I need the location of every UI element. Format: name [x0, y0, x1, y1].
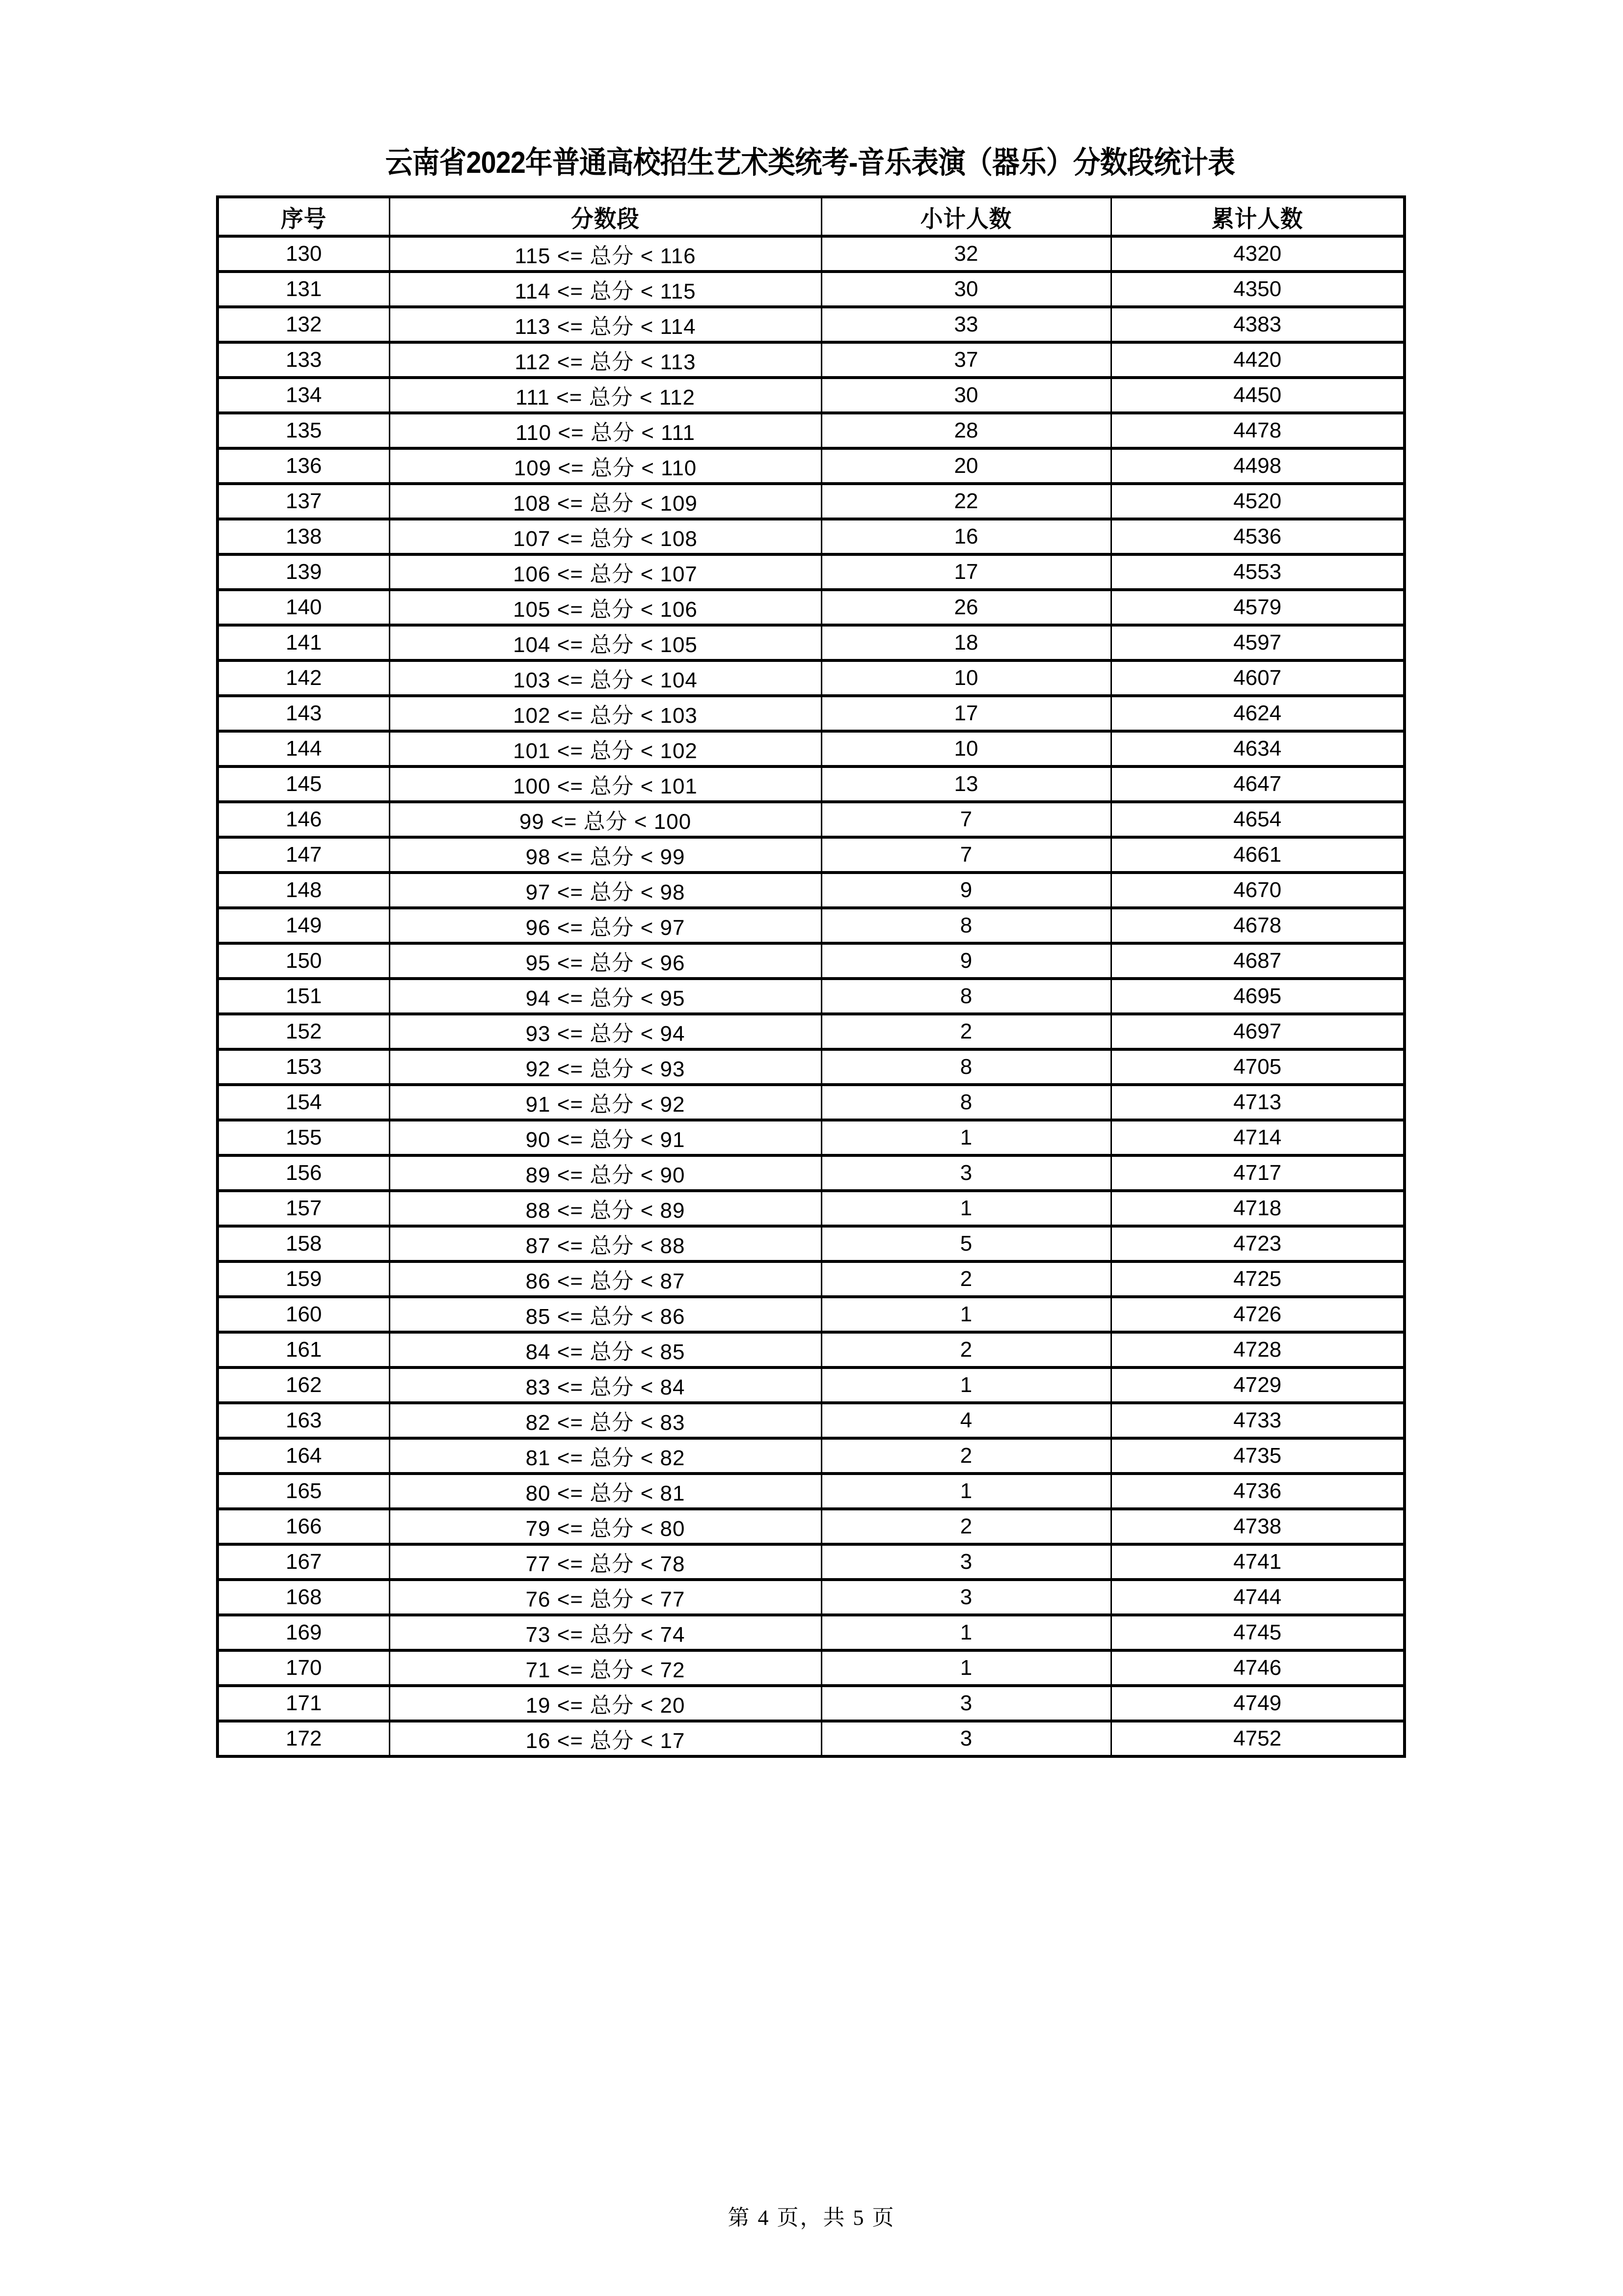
- table-header: [217, 197, 1405, 236]
- cell-subtotal: 18: [821, 625, 1111, 660]
- cell-seq: 141: [217, 625, 389, 660]
- cell-seq: 138: [217, 519, 389, 554]
- cell-cumulative: 4745: [1111, 1615, 1405, 1650]
- table-row: [217, 1403, 1405, 1438]
- table-row: [217, 1261, 1405, 1297]
- cell-range: 76 <= 总分 < 77: [389, 1580, 821, 1615]
- cell-seq: 145: [217, 766, 389, 802]
- cell-subtotal: 8: [821, 908, 1111, 943]
- cell-subtotal: 2: [821, 1332, 1111, 1367]
- table-row: [217, 802, 1405, 837]
- table-row: [217, 1474, 1405, 1509]
- table-header-row: [217, 197, 1405, 236]
- cell-seq: 172: [217, 1721, 389, 1756]
- cell-cumulative: 4695: [1111, 979, 1405, 1014]
- cell-cumulative: 4725: [1111, 1261, 1405, 1297]
- column-header-cum: 累计人数: [1118, 197, 1397, 236]
- cell-subtotal: 3: [821, 1155, 1111, 1191]
- cell-subtotal: 1: [821, 1191, 1111, 1226]
- cell-seq: 133: [217, 342, 389, 378]
- cell-subtotal: 30: [821, 378, 1111, 413]
- cell-subtotal: 1: [821, 1650, 1111, 1686]
- cell-seq: 130: [217, 236, 389, 272]
- cell-subtotal: 30: [821, 272, 1111, 307]
- cell-cumulative: 4478: [1111, 413, 1405, 448]
- cell-seq: 157: [217, 1191, 389, 1226]
- cell-range: 109 <= 总分 < 110: [389, 448, 821, 484]
- table-row: [217, 943, 1405, 979]
- cell-cumulative: 4749: [1111, 1686, 1405, 1721]
- table-row: [217, 837, 1405, 873]
- cell-seq: 161: [217, 1332, 389, 1367]
- cell-cumulative: 4713: [1111, 1085, 1405, 1120]
- page-title: 云南省2022年普通高校招生艺术类统考-音乐表演（器乐）分数段统计表: [385, 146, 1235, 180]
- cell-seq: 150: [217, 943, 389, 979]
- cell-seq: 135: [217, 413, 389, 448]
- cell-range: 77 <= 总分 < 78: [389, 1544, 821, 1580]
- cell-range: 105 <= 总分 < 106: [389, 590, 821, 625]
- cell-subtotal: 3: [821, 1580, 1111, 1615]
- cell-subtotal: 7: [821, 837, 1111, 873]
- cell-seq: 170: [217, 1650, 389, 1686]
- cell-range: 91 <= 总分 < 92: [389, 1085, 821, 1120]
- cell-cumulative: 4718: [1111, 1191, 1405, 1226]
- table-row: [217, 873, 1405, 908]
- cell-subtotal: 20: [821, 448, 1111, 484]
- cell-seq: 159: [217, 1261, 389, 1297]
- cell-subtotal: 37: [821, 342, 1111, 378]
- cell-subtotal: 32: [821, 236, 1111, 272]
- cell-range: 88 <= 总分 < 89: [389, 1191, 821, 1226]
- cell-range: 97 <= 总分 < 98: [389, 873, 821, 908]
- table-row: [217, 625, 1405, 660]
- cell-seq: 167: [217, 1544, 389, 1580]
- cell-subtotal: 22: [821, 484, 1111, 519]
- cell-seq: 165: [217, 1474, 389, 1509]
- cell-subtotal: 10: [821, 660, 1111, 696]
- cell-cumulative: 4678: [1111, 908, 1405, 943]
- table-row: [217, 1438, 1405, 1474]
- table-row: [217, 307, 1405, 342]
- cell-cumulative: 4687: [1111, 943, 1405, 979]
- cell-range: 99 <= 总分 < 100: [389, 802, 821, 837]
- cell-subtotal: 33: [821, 307, 1111, 342]
- cell-subtotal: 2: [821, 1438, 1111, 1474]
- cell-subtotal: 26: [821, 590, 1111, 625]
- cell-range: 87 <= 总分 < 88: [389, 1226, 821, 1261]
- cell-subtotal: 1: [821, 1367, 1111, 1403]
- cell-subtotal: 9: [821, 873, 1111, 908]
- table-row: [217, 1650, 1405, 1686]
- cell-range: 106 <= 总分 < 107: [389, 554, 821, 590]
- table-row: [217, 1191, 1405, 1226]
- table-row: [217, 731, 1405, 766]
- cell-seq: 143: [217, 696, 389, 731]
- cell-range: 103 <= 总分 < 104: [389, 660, 821, 696]
- cell-subtotal: 13: [821, 766, 1111, 802]
- cell-range: 101 <= 总分 < 102: [389, 731, 821, 766]
- cell-cumulative: 4661: [1111, 837, 1405, 873]
- cell-cumulative: 4607: [1111, 660, 1405, 696]
- cell-cumulative: 4726: [1111, 1297, 1405, 1332]
- cell-seq: 131: [217, 272, 389, 307]
- table-row: [217, 1580, 1405, 1615]
- cell-subtotal: 7: [821, 802, 1111, 837]
- table-row: [217, 908, 1405, 943]
- cell-cumulative: 4670: [1111, 873, 1405, 908]
- cell-cumulative: 4705: [1111, 1049, 1405, 1085]
- cell-cumulative: 4536: [1111, 519, 1405, 554]
- table-row: [217, 448, 1405, 484]
- cell-cumulative: 4597: [1111, 625, 1405, 660]
- cell-cumulative: 4553: [1111, 554, 1405, 590]
- cell-range: 112 <= 总分 < 113: [389, 342, 821, 378]
- cell-seq: 148: [217, 873, 389, 908]
- cell-subtotal: 8: [821, 1085, 1111, 1120]
- table-body: [217, 236, 1405, 1756]
- cell-seq: 155: [217, 1120, 389, 1155]
- cell-subtotal: 9: [821, 943, 1111, 979]
- cell-subtotal: 2: [821, 1014, 1111, 1049]
- table-row: [217, 660, 1405, 696]
- cell-subtotal: 1: [821, 1297, 1111, 1332]
- cell-range: 115 <= 总分 < 116: [389, 236, 821, 272]
- table-row: [217, 272, 1405, 307]
- cell-seq: 169: [217, 1615, 389, 1650]
- cell-seq: 171: [217, 1686, 389, 1721]
- cell-range: 114 <= 总分 < 115: [389, 272, 821, 307]
- cell-range: 16 <= 总分 < 17: [389, 1721, 821, 1756]
- cell-seq: 162: [217, 1367, 389, 1403]
- cell-range: 84 <= 总分 < 85: [389, 1332, 821, 1367]
- cell-range: 108 <= 总分 < 109: [389, 484, 821, 519]
- cell-cumulative: 4450: [1111, 378, 1405, 413]
- cell-range: 107 <= 总分 < 108: [389, 519, 821, 554]
- cell-seq: 154: [217, 1085, 389, 1120]
- cell-range: 111 <= 总分 < 112: [389, 378, 821, 413]
- cell-range: 98 <= 总分 < 99: [389, 837, 821, 873]
- cell-subtotal: 1: [821, 1474, 1111, 1509]
- cell-cumulative: 4654: [1111, 802, 1405, 837]
- cell-seq: 163: [217, 1403, 389, 1438]
- cell-seq: 144: [217, 731, 389, 766]
- cell-range: 19 <= 总分 < 20: [389, 1686, 821, 1721]
- cell-seq: 149: [217, 908, 389, 943]
- table-row: [217, 1509, 1405, 1544]
- cell-cumulative: 4634: [1111, 731, 1405, 766]
- table-row: [217, 1332, 1405, 1367]
- table-row: [217, 766, 1405, 802]
- table-row: [217, 554, 1405, 590]
- cell-seq: 134: [217, 378, 389, 413]
- cell-cumulative: 4746: [1111, 1650, 1405, 1686]
- cell-range: 90 <= 总分 < 91: [389, 1120, 821, 1155]
- cell-subtotal: 28: [821, 413, 1111, 448]
- cell-cumulative: 4736: [1111, 1474, 1405, 1509]
- cell-seq: 137: [217, 484, 389, 519]
- cell-seq: 139: [217, 554, 389, 590]
- cell-seq: 153: [217, 1049, 389, 1085]
- cell-subtotal: 2: [821, 1261, 1111, 1297]
- cell-range: 93 <= 总分 < 94: [389, 1014, 821, 1049]
- cell-range: 95 <= 总分 < 96: [389, 943, 821, 979]
- cell-seq: 166: [217, 1509, 389, 1544]
- cell-range: 92 <= 总分 < 93: [389, 1049, 821, 1085]
- table-row: [217, 1014, 1405, 1049]
- cell-seq: 168: [217, 1580, 389, 1615]
- cell-range: 89 <= 总分 < 90: [389, 1155, 821, 1191]
- cell-cumulative: 4579: [1111, 590, 1405, 625]
- table-row: [217, 1544, 1405, 1580]
- cell-range: 104 <= 总分 < 105: [389, 625, 821, 660]
- table-row: [217, 1721, 1405, 1756]
- table-row: [217, 1297, 1405, 1332]
- column-header-seq: 序号: [222, 197, 385, 236]
- cell-seq: 147: [217, 837, 389, 873]
- table-row: [217, 1367, 1405, 1403]
- table-row: [217, 378, 1405, 413]
- table-row: [217, 413, 1405, 448]
- cell-range: 81 <= 总分 < 82: [389, 1438, 821, 1474]
- cell-cumulative: 4728: [1111, 1332, 1405, 1367]
- table-row: [217, 484, 1405, 519]
- cell-seq: 158: [217, 1226, 389, 1261]
- cell-subtotal: 16: [821, 519, 1111, 554]
- table-row: [217, 519, 1405, 554]
- cell-range: 82 <= 总分 < 83: [389, 1403, 821, 1438]
- cell-cumulative: 4741: [1111, 1544, 1405, 1580]
- cell-cumulative: 4383: [1111, 307, 1405, 342]
- cell-range: 83 <= 总分 < 84: [389, 1367, 821, 1403]
- cell-cumulative: 4624: [1111, 696, 1405, 731]
- cell-cumulative: 4717: [1111, 1155, 1405, 1191]
- column-header-range: 分数段: [400, 197, 811, 236]
- cell-cumulative: 4647: [1111, 766, 1405, 802]
- table-row: [217, 1226, 1405, 1261]
- cell-cumulative: 4729: [1111, 1367, 1405, 1403]
- cell-cumulative: 4714: [1111, 1120, 1405, 1155]
- cell-cumulative: 4744: [1111, 1580, 1405, 1615]
- cell-seq: 160: [217, 1297, 389, 1332]
- cell-range: 102 <= 总分 < 103: [389, 696, 821, 731]
- cell-cumulative: 4733: [1111, 1403, 1405, 1438]
- cell-subtotal: 8: [821, 979, 1111, 1014]
- cell-range: 80 <= 总分 < 81: [389, 1474, 821, 1509]
- table-row: [217, 1085, 1405, 1120]
- cell-cumulative: 4320: [1111, 236, 1405, 272]
- cell-cumulative: 4420: [1111, 342, 1405, 378]
- table-row: [217, 1049, 1405, 1085]
- cell-seq: 136: [217, 448, 389, 484]
- cell-range: 113 <= 总分 < 114: [389, 307, 821, 342]
- cell-range: 79 <= 总分 < 80: [389, 1509, 821, 1544]
- cell-seq: 151: [217, 979, 389, 1014]
- cell-range: 85 <= 总分 < 86: [389, 1297, 821, 1332]
- cell-range: 94 <= 总分 < 95: [389, 979, 821, 1014]
- cell-cumulative: 4723: [1111, 1226, 1405, 1261]
- cell-seq: 140: [217, 590, 389, 625]
- cell-seq: 132: [217, 307, 389, 342]
- cell-subtotal: 3: [821, 1686, 1111, 1721]
- column-header-sub: 小计人数: [829, 197, 1104, 236]
- cell-cumulative: 4752: [1111, 1721, 1405, 1756]
- cell-subtotal: 8: [821, 1049, 1111, 1085]
- score-distribution-table: [216, 195, 1406, 1758]
- table-row: [217, 1155, 1405, 1191]
- cell-subtotal: 17: [821, 554, 1111, 590]
- cell-seq: 152: [217, 1014, 389, 1049]
- table-row: [217, 236, 1405, 272]
- cell-subtotal: 17: [821, 696, 1111, 731]
- cell-subtotal: 2: [821, 1509, 1111, 1544]
- cell-subtotal: 3: [821, 1721, 1111, 1756]
- cell-subtotal: 3: [821, 1544, 1111, 1580]
- cell-range: 100 <= 总分 < 101: [389, 766, 821, 802]
- cell-cumulative: 4735: [1111, 1438, 1405, 1474]
- table-row: [217, 1120, 1405, 1155]
- table-row: [217, 696, 1405, 731]
- table-row: [217, 1615, 1405, 1650]
- page-footer: 第 4 页，共 5 页: [728, 2206, 895, 2230]
- cell-subtotal: 4: [821, 1403, 1111, 1438]
- table-row: [217, 590, 1405, 625]
- cell-range: 110 <= 总分 < 111: [389, 413, 821, 448]
- cell-subtotal: 1: [821, 1120, 1111, 1155]
- cell-seq: 164: [217, 1438, 389, 1474]
- cell-seq: 142: [217, 660, 389, 696]
- cell-seq: 156: [217, 1155, 389, 1191]
- cell-cumulative: 4350: [1111, 272, 1405, 307]
- cell-subtotal: 5: [821, 1226, 1111, 1261]
- cell-cumulative: 4498: [1111, 448, 1405, 484]
- table-row: [217, 342, 1405, 378]
- cell-subtotal: 1: [821, 1615, 1111, 1650]
- table-row: [217, 1686, 1405, 1721]
- cell-seq: 146: [217, 802, 389, 837]
- cell-range: 86 <= 总分 < 87: [389, 1261, 821, 1297]
- cell-subtotal: 10: [821, 731, 1111, 766]
- cell-cumulative: 4738: [1111, 1509, 1405, 1544]
- cell-range: 71 <= 总分 < 72: [389, 1650, 821, 1686]
- table-row: [217, 979, 1405, 1014]
- cell-cumulative: 4697: [1111, 1014, 1405, 1049]
- cell-range: 96 <= 总分 < 97: [389, 908, 821, 943]
- cell-cumulative: 4520: [1111, 484, 1405, 519]
- cell-range: 73 <= 总分 < 74: [389, 1615, 821, 1650]
